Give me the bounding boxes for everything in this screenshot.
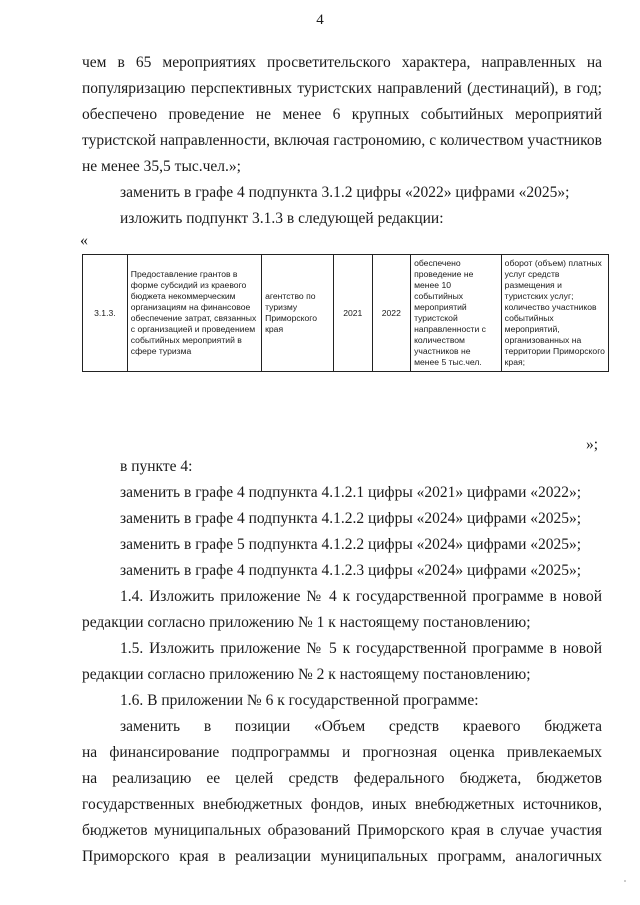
replace-position-line: государственных внебюджетных фондов, иных внебюджетных источников,	[82, 796, 602, 813]
cell-indicator: оборот (объем) платных услуг средств размещения и туристских услуг; количество участников событийных мероприятий, организованных на территории Приморского края;	[501, 255, 608, 372]
point4-item: заменить в графе 4 подпункта 4.1.2.3 цифры «2024» цифрами «2025»;	[120, 562, 582, 579]
item-1-4-line1: 1.4. Изложить приложение № 4 к государственной программе в новой	[120, 588, 602, 605]
point4-item: заменить в графе 5 подпункта 4.1.2.2 цифры «2024» цифрами «2025»;	[120, 536, 582, 553]
item-1-6: 1.6. В приложении № 6 к государственной программе:	[120, 692, 479, 709]
intro-line: обеспечено проведение не менее 6 крупных событийных мероприятий	[82, 106, 602, 123]
item-1-5-line2: редакции согласно приложению № 2 к настоящему постановлению;	[82, 666, 531, 683]
cell-number: 3.1.3.	[83, 255, 128, 372]
replace-position-line: Приморского края в реализации муниципальных программ, аналогичных	[82, 848, 602, 865]
point4-heading: в пункте 4:	[120, 458, 193, 475]
cell-year-end: 2022	[372, 255, 411, 372]
intro-line: не менее 35,5 тыс.чел.»;	[82, 158, 241, 175]
intro-line: чем в 65 мероприятиях просветительского характера, направленных на	[82, 54, 602, 71]
replace-position-line: на финансирование подпрограммы и прогнозная оценка привлекаемых	[82, 744, 602, 761]
cell-description: Предоставление грантов в форме субсидий из краевого бюджета некоммерческим организациям на финансовое обеспечение затрат, связанных с организацией и проведением событийных мероприятий в сфере туризма	[127, 255, 261, 372]
subsidy-table	[82, 254, 609, 372]
replace-position-line: заменить в позиции «Объем средств краевого бюджета	[120, 718, 602, 735]
point4-item: заменить в графе 4 подпункта 4.1.2.1 цифры «2021» цифрами «2022»;	[120, 484, 582, 501]
page-number: 4	[316, 12, 324, 28]
cell-result: обеспечено проведение не менее 10 событийных мероприятий туристской направленности с количеством участников не менее 5 тыс.чел.	[411, 255, 502, 372]
cell-year-start: 2021	[334, 255, 373, 372]
point4-item: заменить в графе 4 подпункта 4.1.2.2 цифры «2024» цифрами «2025»;	[120, 510, 582, 527]
quote-open: «	[80, 232, 88, 249]
replace-position-line: бюджетов муниципальных образований Приморского края в случае участия	[82, 822, 602, 839]
table-row	[83, 255, 609, 372]
scan-speck	[624, 880, 626, 882]
intro-line: популяризацию перспективных туристских направлений (дестинаций), в год;	[82, 80, 602, 97]
item-1-5-line1: 1.5. Изложить приложение № 5 к государственной программе в новой	[120, 640, 602, 657]
intro-line: туристской направленности, включая гастрономию, с количеством участников	[82, 132, 602, 149]
replace-3-1-2: заменить в графе 4 подпункта 3.1.2 цифры «2022» цифрами «2025»;	[120, 184, 570, 201]
cell-agency: агентство по туризму Приморского края	[262, 255, 334, 372]
replace-position-line: на реализацию ее целей средств федерального бюджета, бюджетов	[82, 770, 602, 787]
state-3-1-3: изложить подпункт 3.1.3 в следующей редакции:	[120, 210, 444, 227]
quote-close: »;	[586, 436, 599, 453]
item-1-4-line2: редакции согласно приложению № 1 к настоящему постановлению;	[82, 614, 531, 631]
